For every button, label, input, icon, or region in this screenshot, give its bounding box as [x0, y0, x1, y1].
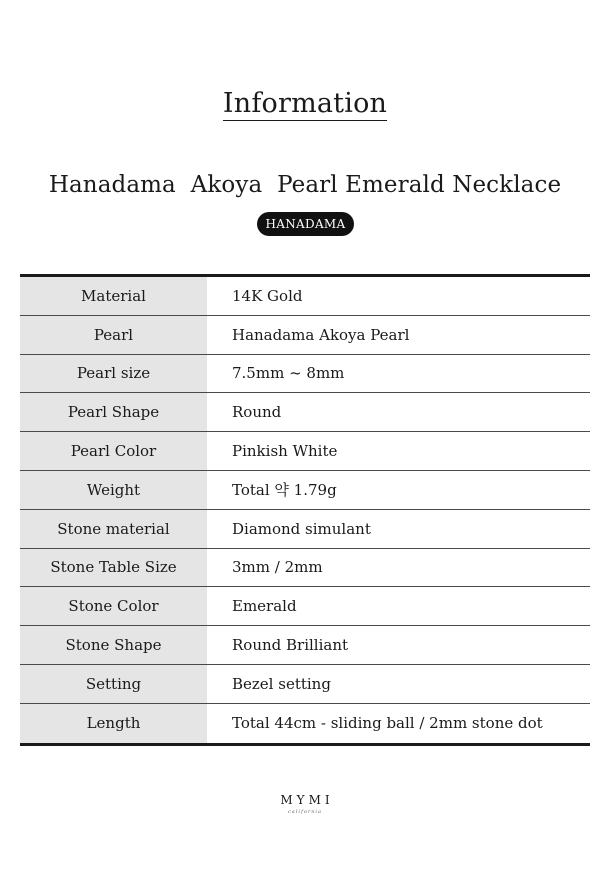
spec-label: Length — [20, 704, 207, 743]
spec-label: Material — [20, 277, 207, 315]
spec-label: Stone Color — [20, 587, 207, 625]
info-heading — [0, 88, 610, 119]
spec-row-length — [20, 704, 590, 743]
info-heading-text: Information — [222, 88, 388, 119]
spec-label: Pearl Color — [20, 432, 207, 470]
spec-row-pearl-size — [20, 355, 590, 394]
spec-row-pearl-color — [20, 432, 590, 471]
spec-row-weight — [20, 471, 590, 510]
spec-label: Pearl — [20, 316, 207, 354]
spec-label: Setting — [20, 665, 207, 703]
spec-value: Pinkish White — [232, 442, 338, 461]
brand-badge: HANADAMA — [257, 212, 354, 236]
brand-name: MYMI — [280, 793, 334, 807]
spec-label: Stone Table Size — [20, 549, 207, 587]
brand-logo — [0, 789, 610, 815]
spec-row-stone-color — [20, 587, 590, 626]
spec-label: Pearl size — [20, 355, 207, 393]
spec-row-pearl — [20, 316, 590, 355]
brand-tagline: california — [287, 809, 323, 815]
spec-value: Bezel setting — [232, 674, 331, 693]
spec-value: Round — [232, 403, 282, 422]
spec-value: 3mm / 2mm — [232, 558, 323, 577]
spec-row-material — [20, 277, 590, 316]
spec-row-stone-table-size — [20, 549, 590, 588]
spec-label: Stone material — [20, 510, 207, 548]
spec-label: Pearl Shape — [20, 393, 207, 431]
spec-value: 14K Gold — [232, 286, 303, 305]
spec-value: Emerald — [232, 597, 297, 616]
spec-value: Diamond simulant — [232, 519, 371, 538]
spec-value: 7.5mm ~ 8mm — [232, 364, 345, 383]
spec-label: Weight — [20, 471, 207, 509]
spec-value: Hanadama Akoya Pearl — [232, 325, 410, 344]
spec-table — [20, 274, 590, 746]
spec-value: Round Brilliant — [232, 636, 349, 655]
spec-row-stone-shape — [20, 626, 590, 665]
spec-row-pearl-shape — [20, 393, 590, 432]
spec-value: Total 44cm - sliding ball / 2mm stone dot — [232, 714, 543, 733]
spec-label: Stone Shape — [20, 626, 207, 664]
spec-value: Total 약 1.79g — [232, 481, 337, 500]
spec-row-setting — [20, 665, 590, 704]
spec-row-stone-material — [20, 510, 590, 549]
product-title: Hanadama Akoya Pearl Emerald Necklace — [48, 172, 562, 198]
